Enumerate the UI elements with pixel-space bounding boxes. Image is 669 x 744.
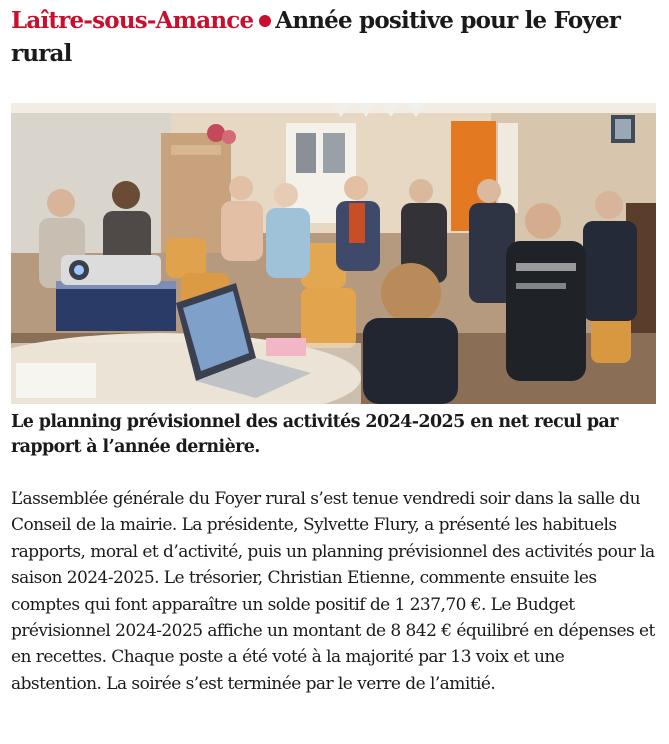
separator-dot-icon: [259, 15, 271, 27]
meeting-photo-icon: [11, 103, 656, 404]
photo-caption: Le planning prévisionnel des activités 2024-2025 en net recul par rapport à l’année dernière.: [11, 412, 618, 457]
headline-kicker: Laître-sous-Amance: [11, 7, 254, 34]
article-headline: [11, 4, 651, 70]
article-body: L’assemblée générale du Foyer rural s’est tenue vendredi soir dans la salle du Conseil de la mairie. La présidente, Sylvette Flury, a présenté les habituels rapports, moral et d’activité, puis un planning prévisionnel des activités pour la saison 2024-2025. Le trésorier, Christian Etienne, commente ensuite les comptes qui font apparaître un solde positif de 1 237,70 €. Le Budget prévisionnel 2024-2025 affiche un montant de 8 842 € équilibré en dépenses et en recettes. Chaque poste a été voté à la majorité par 13 voix et une abstention. La soirée s’est terminée par le verre de l’amitié.: [11, 489, 655, 694]
headline-title: Année positive pour le Foyer rural: [11, 7, 621, 67]
article-photo: [11, 103, 656, 404]
